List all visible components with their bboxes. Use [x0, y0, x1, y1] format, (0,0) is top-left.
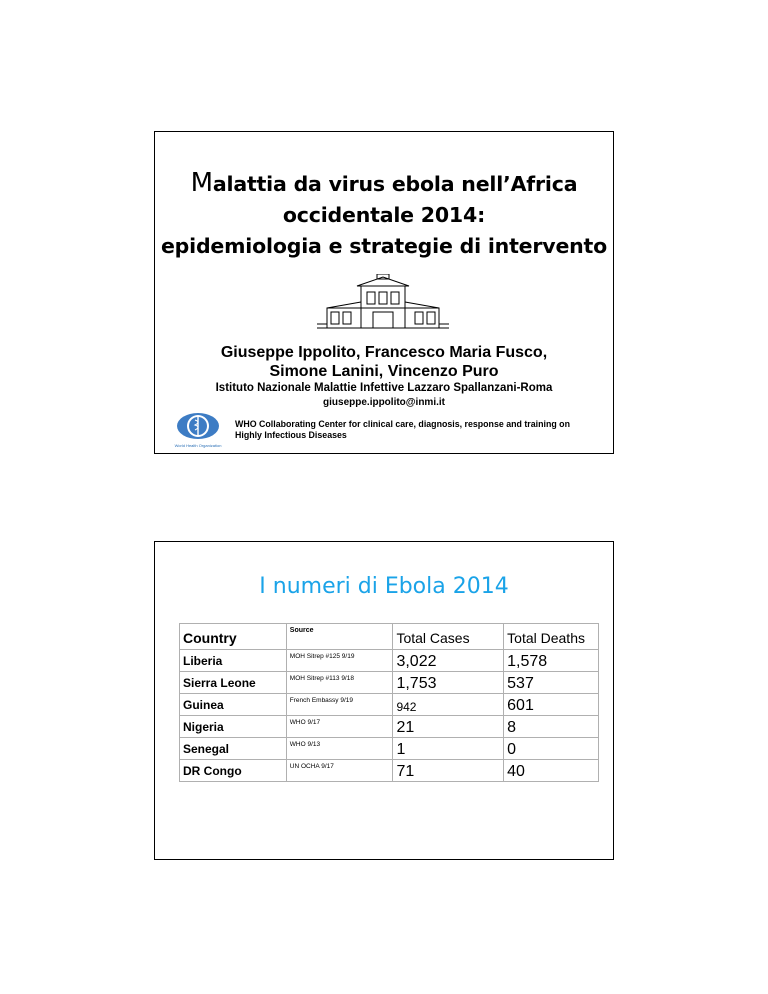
country-cell: DR Congo — [180, 760, 287, 782]
who-text-line-2: Highly Infectious Diseases — [235, 430, 347, 441]
title-line-1: alattia da virus ebola nell’Africa — [212, 172, 578, 196]
header-total-cases: Total Cases — [393, 624, 504, 650]
table-row — [180, 650, 599, 672]
table-header-row — [180, 624, 599, 650]
source-cell: UN OCHA 9/17 — [286, 760, 393, 782]
table-row — [180, 738, 599, 760]
authors-line-2: Simone Lanini, Vincenzo Puro — [269, 363, 499, 380]
cases-cell: 3,022 — [393, 650, 504, 672]
deaths-cell: 0 — [504, 738, 599, 760]
source-cell: MOH Sitrep #113 9/18 — [286, 672, 393, 694]
institute-building-illustration — [317, 274, 449, 330]
source-cell: WHO 9/13 — [286, 738, 393, 760]
contact-email: giuseppe.ippolito@inmi.it — [323, 397, 445, 408]
title-dropcap: M — [190, 168, 213, 198]
slide-title: I numeri di Ebola 2014 — [259, 574, 509, 599]
cases-cell: 1 — [393, 738, 504, 760]
header-source: Source — [286, 624, 393, 650]
cases-cell: 71 — [393, 760, 504, 782]
country-cell: Liberia — [180, 650, 287, 672]
source-cell: WHO 9/17 — [286, 716, 393, 738]
title-line-2: occidentale 2014: — [282, 203, 486, 227]
cases-cell: 21 — [393, 716, 504, 738]
header-total-deaths: Total Deaths — [504, 624, 599, 650]
slide-title — [155, 168, 613, 262]
title-slide — [154, 131, 614, 454]
country-cell: Senegal — [180, 738, 287, 760]
deaths-cell: 8 — [504, 716, 599, 738]
authors — [155, 343, 613, 381]
deaths-cell: 40 — [504, 760, 599, 782]
cases-cell: 942 — [393, 694, 504, 716]
table-row — [180, 760, 599, 782]
table-row — [180, 716, 599, 738]
country-cell: Nigeria — [180, 716, 287, 738]
authors-line-1: Giuseppe Ippolito, Francesco Maria Fusco, — [220, 344, 548, 361]
header-country: Country — [180, 624, 287, 650]
who-collaborating-center — [235, 419, 580, 441]
cases-cell: 1,753 — [393, 672, 504, 694]
who-emblem-icon — [173, 412, 223, 442]
table-row — [180, 694, 599, 716]
table-row — [180, 672, 599, 694]
institute-name: Istituto Nazionale Malattie Infettive Lazzaro Spallanzani-Roma — [215, 382, 553, 394]
who-logo — [173, 412, 223, 448]
who-logo-caption: World Health Organization — [174, 443, 222, 448]
country-cell: Guinea — [180, 694, 287, 716]
country-cell: Sierra Leone — [180, 672, 287, 694]
deaths-cell: 1,578 — [504, 650, 599, 672]
source-cell: MOH Sitrep #125 9/19 — [286, 650, 393, 672]
deaths-cell: 537 — [504, 672, 599, 694]
source-cell: French Embassy 9/19 — [286, 694, 393, 716]
statistics-slide — [154, 541, 614, 860]
title-line-3: epidemiologia e strategie di intervento — [160, 234, 608, 258]
deaths-cell: 601 — [504, 694, 599, 716]
ebola-cases-table — [179, 623, 599, 782]
who-text-line-1: WHO Collaborating Center for clinical care, diagnosis, response and training on — [235, 419, 570, 430]
